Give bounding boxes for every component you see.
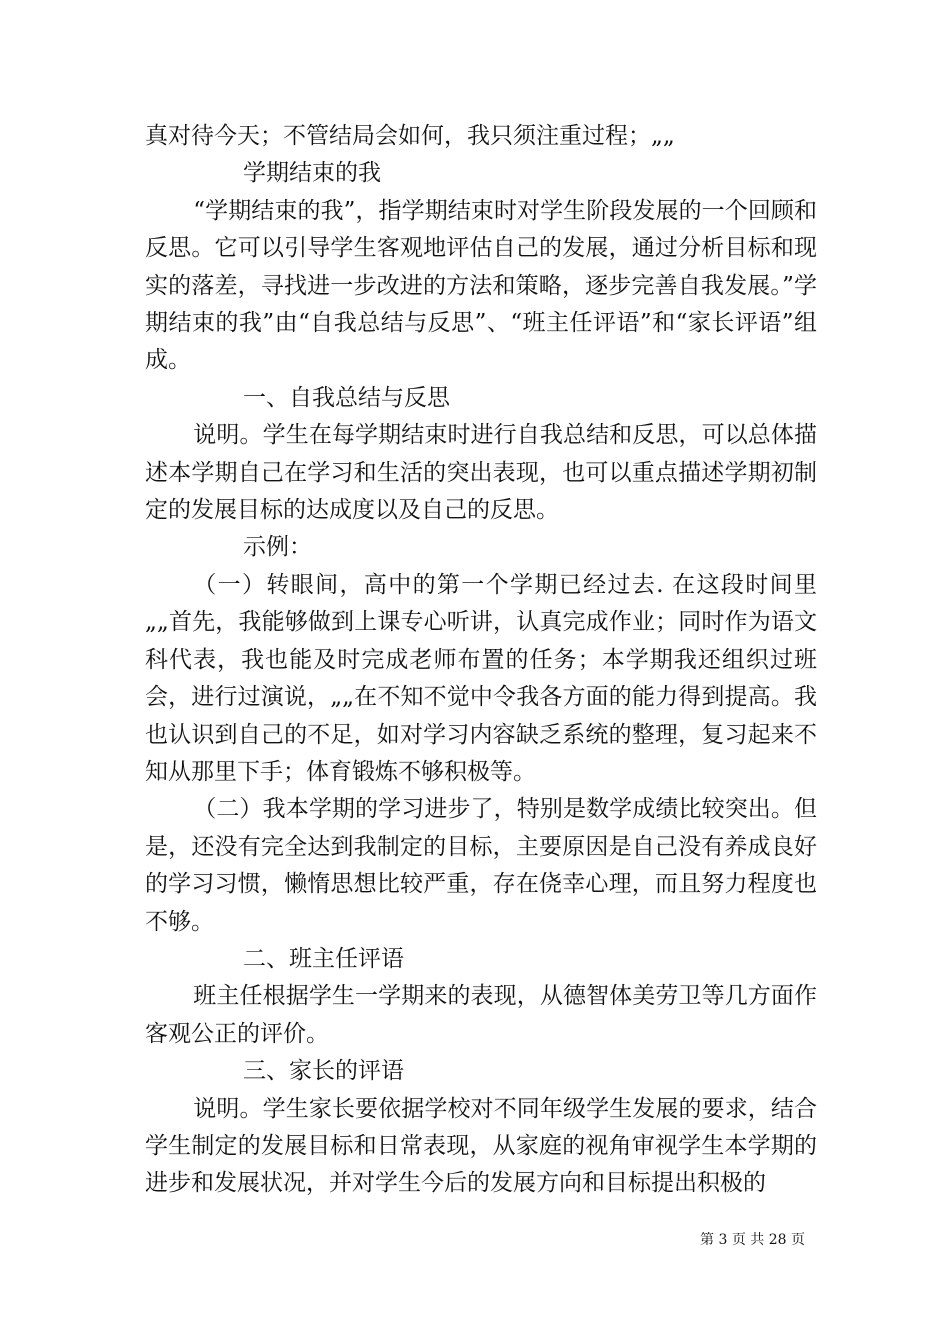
paragraph-example-1: （一）转眼间，高中的第一个学期已经过去. 在这段时间里„„首先，我能够做到上课专心听讲，认真完成作业；同时作为语文科代表，我也能及时完成老师布置的任务；本学期我还组织过班会，进行过演说，„„在不知不觉中令我各方面的能力得到提高。我也认识到自己的不足，如对学习内容缺乏系统的整理，复习起来不知从那里下手；体育锻炼不够积极等。	[145, 571, 817, 785]
heading-self-summary: 一、自我总结与反思	[243, 384, 450, 411]
paragraph-teacher-comment: 班主任根据学生一学期来的表现，从德智体美劳卫等几方面作客观公正的评价。	[145, 983, 817, 1047]
body-text	[145, 118, 817, 1203]
paragraph-intro: “学期结束的我”，指学期结束时对学生阶段发展的一个回顾和反思。它可以引导学生客观地评估自己的发展，通过分析目标和现实的落差，寻找进一步改进的方法和策略，逐步完善自我发展。”学期结束的我”由“自我总结与反思”、“班主任评语”和“家长评语”组成。	[145, 197, 817, 374]
paragraph-example-2: （二）我本学期的学习进步了，特别是数学成绩比较突出。但是，还没有完全达到我制定的目标，主要原因是自己没有养成良好的学习习惯，懒惰思想比较严重，存在侥幸心理，而且努力程度也不够。	[145, 796, 817, 935]
heading-parent-comment: 三、家长的评语	[243, 1058, 404, 1085]
heading-teacher-comment: 二、班主任评语	[243, 945, 404, 972]
heading-example: 示例：	[243, 534, 312, 561]
section-title: 学期结束的我	[243, 160, 381, 187]
paragraph-continuation: 真对待今天；不管结局会如何，我只须注重过程；„„	[145, 123, 675, 149]
paragraph-parent-comment: 说明。学生家长要依据学校对不同年级学生发展的要求，结合学生制定的发展目标和日常表现，从家庭的视角审视学生本学期的进步和发展状况，并对学生今后的发展方向和目标提出积极的	[145, 1095, 817, 1197]
page-number: 第 3 页 共 28 页	[700, 1232, 805, 1248]
paragraph-self-summary-note: 说明。学生在每学期结束时进行自我总结和反思，可以总体描述本学期自己在学习和生活的突出表现，也可以重点描述学期初制定的发展目标的达成度以及自己的反思。	[145, 422, 817, 524]
